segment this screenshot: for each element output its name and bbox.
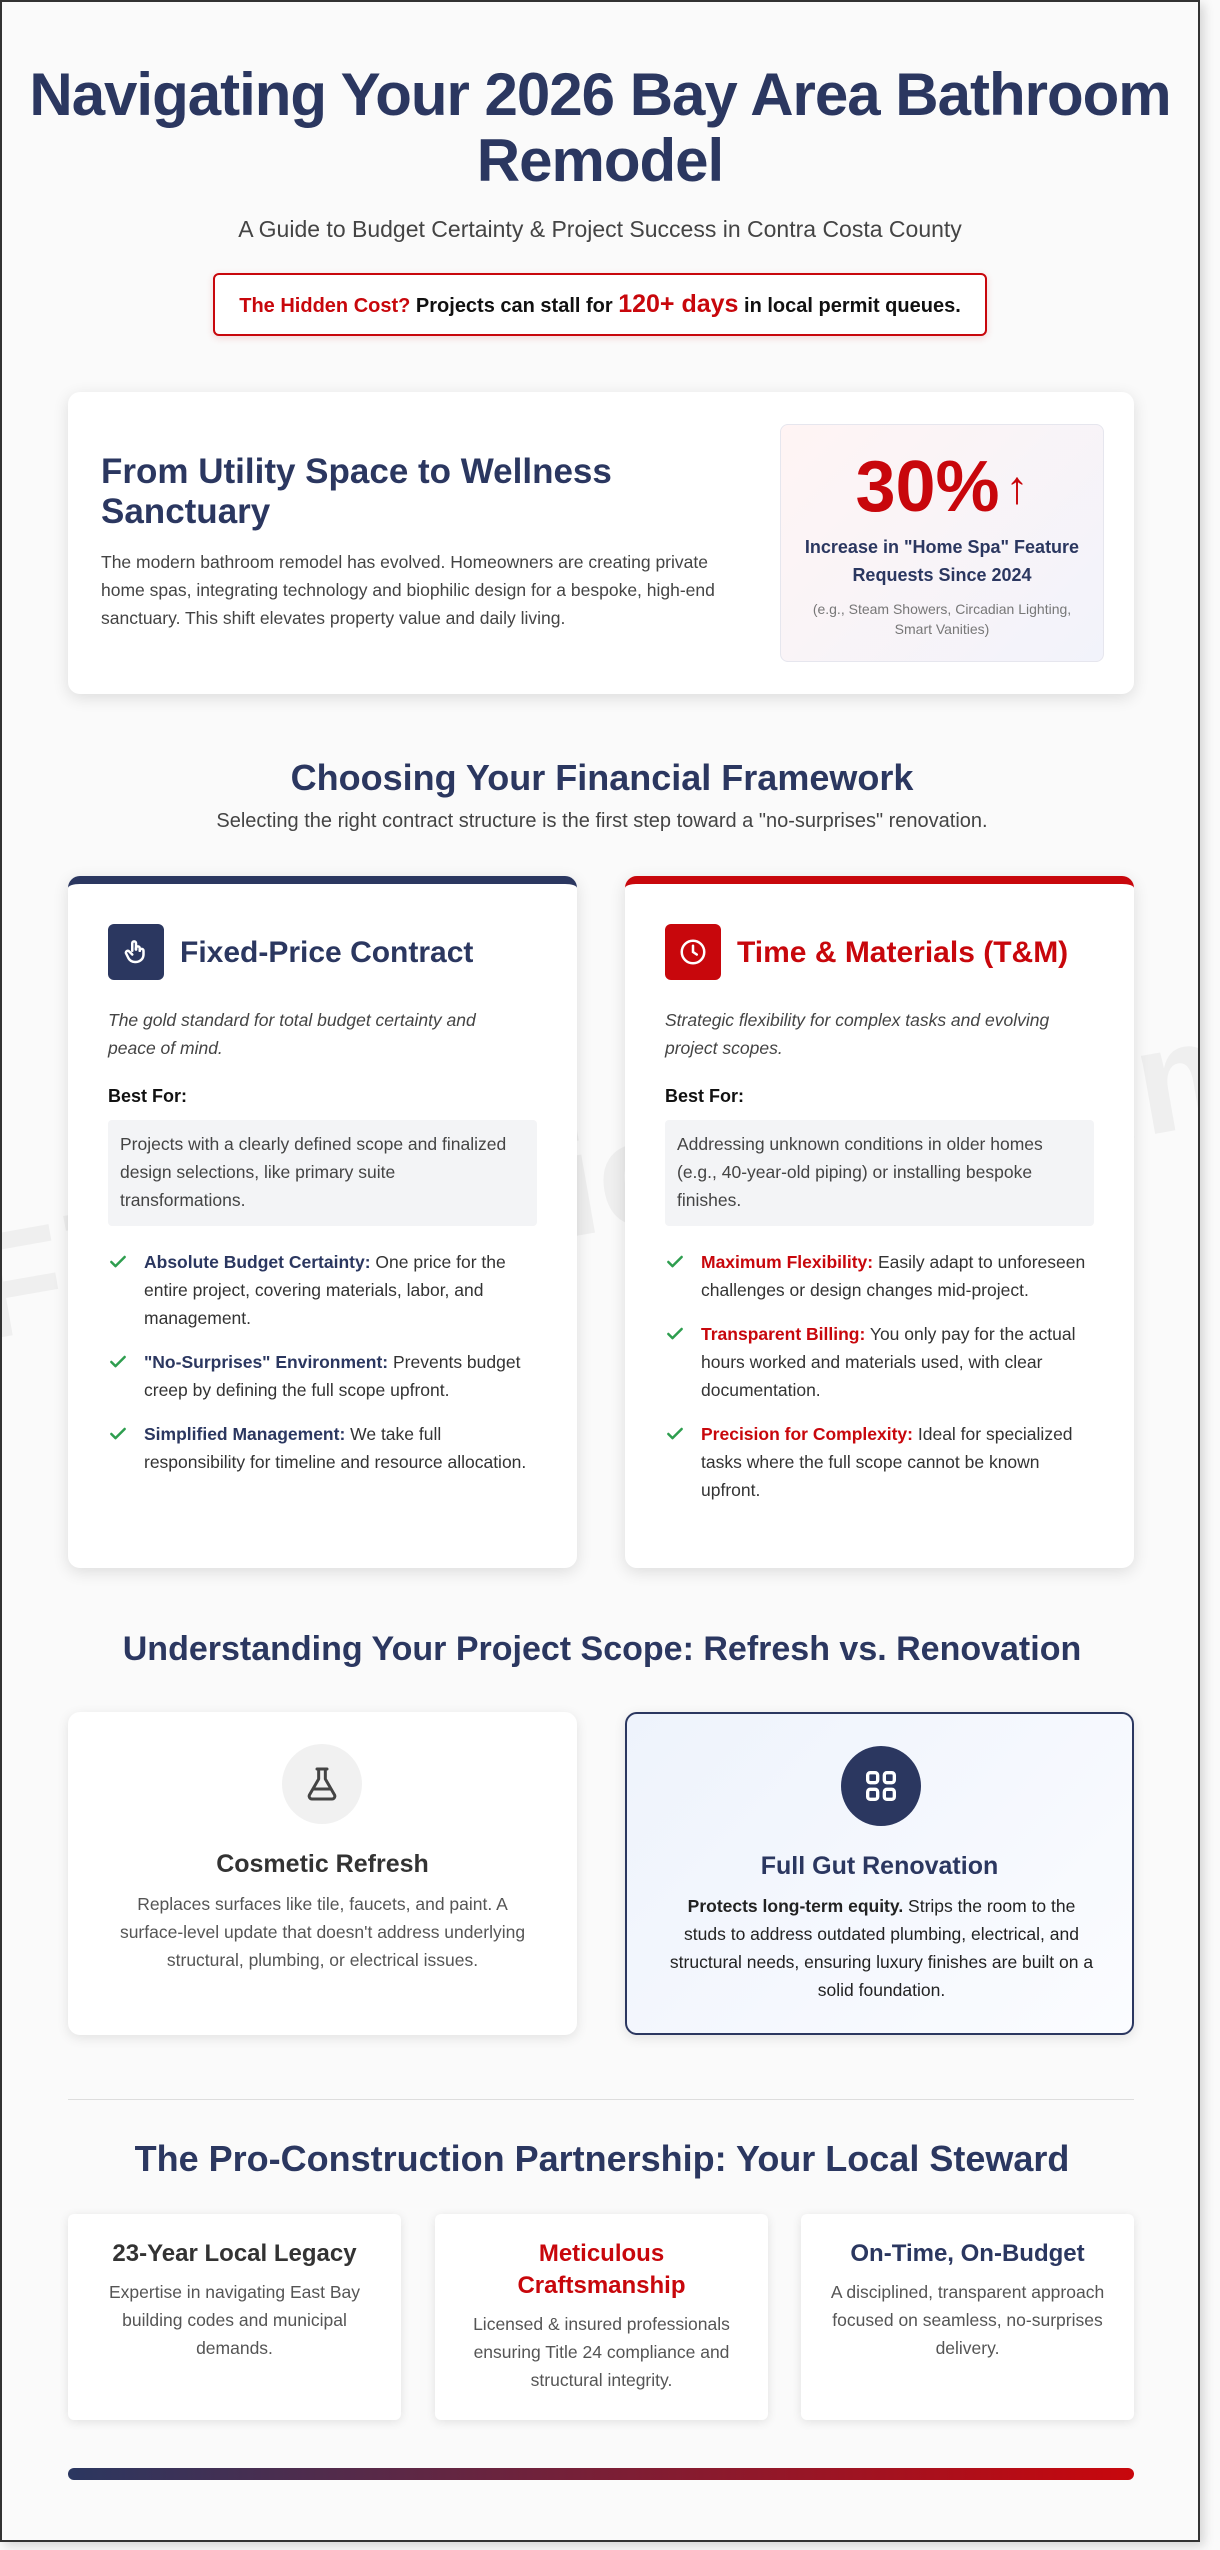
footer-gradient-bar bbox=[68, 2468, 1134, 2480]
time-materials-title: Time & Materials (T&M) bbox=[737, 936, 1069, 969]
section-divider bbox=[68, 2099, 1134, 2100]
cosmetic-refresh-card bbox=[68, 1712, 577, 2035]
fixed-best-for-box: Projects with a clearly defined scope and finalized design selections, like primary suite transformations. bbox=[108, 1120, 537, 1226]
legacy-title: 23-Year Local Legacy bbox=[112, 2240, 357, 2267]
page-subtitle: A Guide to Budget Certainty & Project Success in Contra Costa County bbox=[238, 216, 962, 242]
permit-alert-banner bbox=[213, 273, 987, 336]
stat-note: (e.g., Steam Showers, Circadian Lighting, Smart Vanities) bbox=[812, 601, 1072, 637]
fixed-price-tagline: The gold standard for total budget certainty and peace of mind. bbox=[108, 1010, 476, 1058]
list-item: Absolute Budget Certainty: One price for the entire project, covering materials, labor, and management. bbox=[108, 1248, 538, 1332]
full-gut-renovation-card bbox=[625, 1712, 1134, 2035]
alert-text-after: in local permit queues. bbox=[738, 295, 961, 317]
cosmetic-refresh-title: Cosmetic Refresh bbox=[216, 1850, 429, 1878]
list-item: Maximum Flexibility: Easily adapt to unforeseen challenges or design changes mid-project. bbox=[665, 1248, 1095, 1304]
fixed-price-card bbox=[68, 876, 577, 1568]
wellness-body: The modern bathroom remodel has evolved. Homeowners are creating private home spas, integrating technology and biophilic design for a bespoke, high-end sanctuary. This shift elevates property value and daily living. bbox=[101, 552, 715, 628]
legacy-body: Expertise in navigating East Bay building codes and municipal demands. bbox=[109, 2282, 360, 2358]
list-item: "No-Surprises" Environment: Prevents budget creep by defining the full scope upfront. bbox=[108, 1348, 538, 1404]
check-icon bbox=[665, 1324, 685, 1352]
on-budget-card bbox=[801, 2214, 1134, 2420]
grid-icon bbox=[841, 1746, 921, 1826]
wellness-card bbox=[68, 392, 1134, 694]
check-icon bbox=[665, 1252, 685, 1280]
alert-label: The Hidden Cost? bbox=[239, 295, 411, 317]
craftsmanship-title: Meticulous Craftsmanship bbox=[517, 2240, 686, 2299]
tm-best-for-label: Best For: bbox=[665, 1086, 745, 1106]
page-title: Navigating Your 2026 Bay Area Bathroom Remodel bbox=[29, 61, 1171, 194]
cosmetic-refresh-body: Replaces surfaces like tile, faucets, and paint. A surface-level update that doesn't address underlying structural, plumbing, or electrical issues. bbox=[119, 1894, 526, 1970]
fixed-best-for-label: Best For: bbox=[108, 1086, 188, 1106]
check-icon bbox=[108, 1352, 128, 1380]
alert-highlight: 120+ days bbox=[618, 290, 739, 318]
tm-best-for-box: Addressing unknown conditions in older homes (e.g., 40-year-old piping) or installing bespoke finishes. bbox=[665, 1120, 1094, 1226]
up-arrow-icon: ↑ bbox=[1005, 461, 1029, 513]
list-item: Transparent Billing: You only pay for the actual hours worked and materials used, with clear documentation. bbox=[665, 1320, 1095, 1404]
full-gut-renovation-body: Protects long-term equity. Strips the room to the studs to address outdated plumbing, electrical, and structural needs, ensuring luxury finishes are built on a solid foundation. bbox=[669, 1896, 1094, 2000]
fixed-price-title: Fixed-Price Contract bbox=[180, 936, 474, 969]
framework-subtitle: Selecting the right contract structure is the first step toward a "no-surprises" renovation. bbox=[216, 810, 988, 832]
on-budget-body: A disciplined, transparent approach focused on seamless, no-surprises delivery. bbox=[830, 2282, 1105, 2358]
craftsmanship-body: Licensed & insured professionals ensuring Title 24 compliance and structural integrity. bbox=[473, 2314, 730, 2390]
hand-pointer-icon bbox=[108, 924, 164, 980]
full-gut-renovation-title: Full Gut Renovation bbox=[760, 1852, 999, 1880]
on-budget-title: On-Time, On-Budget bbox=[850, 2240, 1085, 2267]
time-materials-tagline: Strategic flexibility for complex tasks and evolving project scopes. bbox=[665, 1010, 1050, 1058]
stat-value: 30% ↑ bbox=[855, 447, 1029, 527]
check-icon bbox=[108, 1424, 128, 1452]
stat-label: Increase in "Home Spa" Feature Requests Since 2024 bbox=[804, 537, 1080, 585]
hero-section bbox=[2, 2, 1198, 336]
check-icon bbox=[108, 1252, 128, 1280]
list-item: Precision for Complexity: Ideal for specialized tasks where the full scope cannot be known upfront. bbox=[665, 1420, 1095, 1504]
clock-icon bbox=[665, 924, 721, 980]
fixed-benefits-list bbox=[108, 1248, 538, 1492]
time-materials-card bbox=[625, 876, 1134, 1568]
scope-title: Understanding Your Project Scope: Refresh vs. Renovation bbox=[122, 1630, 1082, 1668]
check-icon bbox=[665, 1424, 685, 1452]
home-spa-stat-box bbox=[780, 424, 1104, 662]
partnership-title: The Pro-Construction Partnership: Your Local Steward bbox=[134, 2138, 1070, 2179]
list-item: Simplified Management: We take full responsibility for timeline and resource allocation. bbox=[108, 1420, 538, 1476]
wellness-title: From Utility Space to Wellness Sanctuary bbox=[101, 452, 612, 531]
legacy-card bbox=[68, 2214, 401, 2420]
flask-icon bbox=[282, 1744, 362, 1824]
craftsmanship-card bbox=[435, 2214, 768, 2420]
tm-benefits-list bbox=[665, 1248, 1095, 1520]
alert-text-before: Projects can stall for bbox=[410, 295, 619, 317]
framework-title: Choosing Your Financial Framework bbox=[290, 757, 914, 798]
